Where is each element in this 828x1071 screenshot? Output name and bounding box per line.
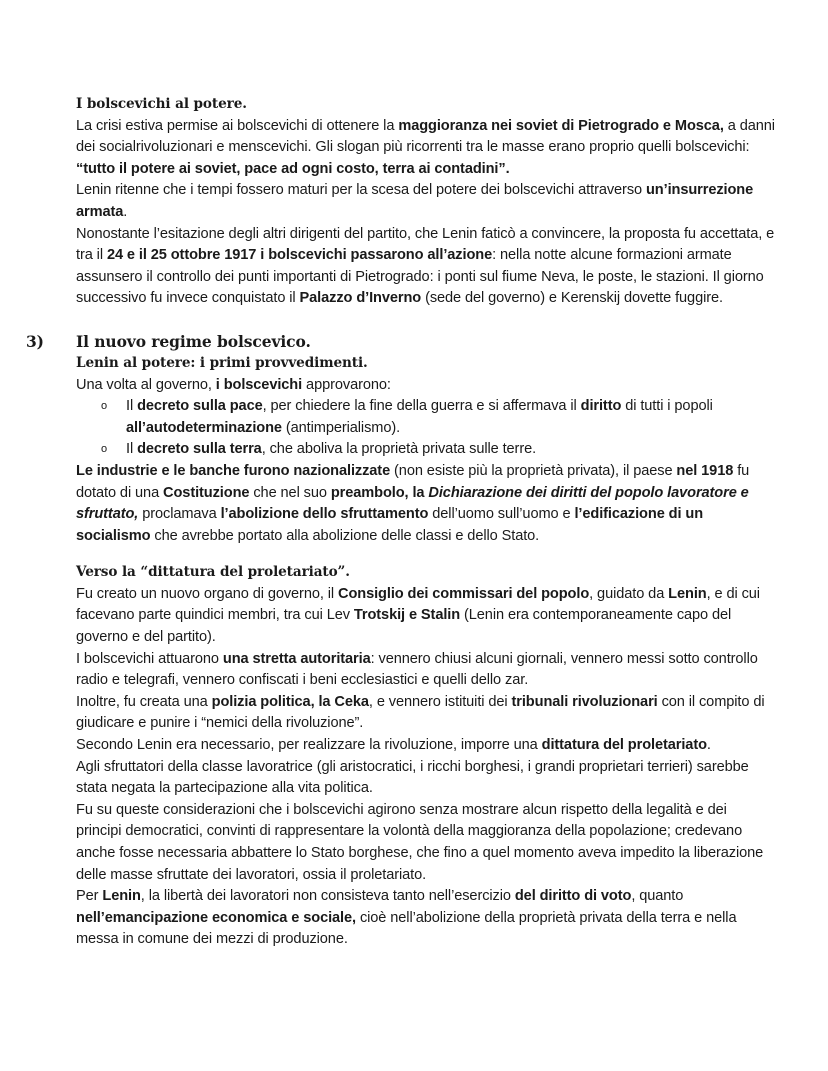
paragraph: Fu creato un nuovo organo di governo, il Consiglio dei commissari del popolo, guidato da Lenin, e di cui facevano parte quindici membri, tra cui Lev Trotskij e Stalin (Lenin era contemporaneamente capo del governo e del partito).	[76, 585, 760, 646]
section-number: 3)	[26, 331, 44, 351]
paragraph: Lenin ritenne che i tempi fossero maturi per la scesa del potere dei bolscevichi attraverso un’insurrezione armata.	[76, 182, 754, 220]
heading-dittatura-proletariato: Verso la “dittatura del proletariato”.	[76, 564, 350, 581]
heading-bolscevichi-al-potere: I bolscevichi al potere.	[76, 96, 247, 112]
list-item: o Il decreto sulla pace, per chiedere la fine della guerra e si affermava il diritto di tutti i popoli all’autodeterminazione (antimperialismo).	[101, 398, 713, 436]
paragraph: Inoltre, fu creata una polizia politica, la Ceka, e vennero istituiti dei tribunali rivoluzionari con il compito di giudicare e punire i “nemici della rivoluzione”.	[76, 693, 765, 732]
paragraph: Nonostante l’esitazione degli altri dirigenti del partito, che Lenin faticò a convincere, la proposta fu accettata, e tra il 24 e il 25 ottobre 1917 i bolscevichi passarono all’azione: nella notte alcune formazioni armate assunsero il controllo dei punti importanti di Pietrogrado: i ponti sul fiume Neva, le poste, le stazioni. Il giorno successivo fu invece conquistato il Palazzo d’Inverno (sede del governo) e Kerenskij dovette fuggire.	[76, 225, 775, 307]
document-body	[26, 94, 776, 951]
heading-lenin-al-potere: Lenin al potere: i primi provvedimenti.	[76, 354, 368, 371]
paragraph: Secondo Lenin era necessario, per realizzare la rivoluzione, imporre una dittatura del proletariato.	[76, 737, 711, 754]
decree-list	[76, 396, 776, 461]
paragraph: Le industrie e le banche furono nazionalizzate (non esiste più la proprietà privata), il paese nel 1918 fu dotato di una Costituzione che nel suo preambolo, la Dichiarazione dei diritti del popolo lavoratore e sfruttato, proclamava l’abolizione dello sfruttamento dell’uomo sull’uomo e l’edificazione di un socialismo che avrebbe portato alla abolizione delle classi e dello Stato.	[76, 462, 750, 544]
paragraph: Agli sfruttatori della classe lavoratrice (gli aristocratici, i ricchi borghesi, i grandi proprietari terrieri) sarebbe stata negata la partecipazione alla vita politica.	[76, 758, 749, 797]
bullet-circle-icon: o	[101, 400, 108, 413]
paragraph: Fu su queste considerazioni che i bolscevichi agirono senza mostrare alcun rispetto della legalità e dei principi democratici, convinti di rappresentare la volontà della maggioranza della popolazione; credevano anche fosse necessaria abbattere lo Stato borghese, che fino a quel momento aveva impedito la liberazione delle masse sfruttate dei lavoratori, ossia il proletariato.	[76, 801, 764, 883]
list-item: o Il decreto sulla terra, che aboliva la proprietà privata sulle terre.	[76, 439, 776, 461]
bullet-circle-icon: o	[101, 443, 108, 456]
paragraph: La crisi estiva permise ai bolscevichi di ottenere la maggioranza nei soviet di Pietrogrado e Mosca, a danni dei socialrivoluzionari e menscevichi. Gli slogan più ricorrenti tra le masse erano proprio quelli bolscevichi: “tutto il potere ai soviet, pace ad ogni costo, terra ai contadini”.	[76, 117, 775, 177]
paragraph: Per Lenin, la libertà dei lavoratori non consisteva tanto nell’esercizio del diritto di voto, quanto nell’emancipazione economica e sociale, cioè nell’abolizione della proprietà privata della terra e nella messa in comune dei mezzi di produzione.	[76, 888, 737, 948]
section-title: Il nuovo regime bolscevico.	[76, 331, 311, 351]
paragraph: I bolscevichi attuarono una stretta autoritaria: vennero chiusi alcuni giornali, vennero messi sotto controllo radio e telegrafi, vennero confiscati i beni ecclesiastici e quelli dello zar.	[76, 650, 758, 689]
paragraph: Una volta al governo, i bolscevichi approvarono:	[76, 376, 391, 393]
section-nuovo-regime	[26, 331, 776, 353]
